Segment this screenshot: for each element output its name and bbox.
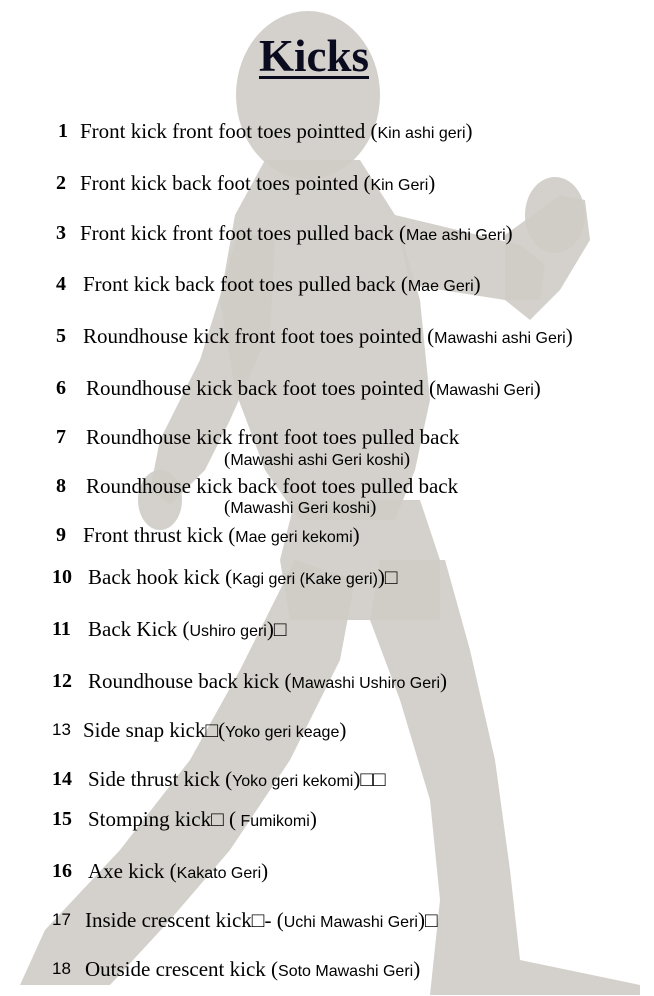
kick-japanese-name: Mawashi ashi Geri (434, 330, 566, 347)
kick-japanese-name: Uchi Mawashi Geri (283, 914, 418, 931)
kick-item (0, 323, 654, 349)
kick-english-name: Roundhouse back kick (88, 669, 285, 693)
close-paren: ) (403, 449, 411, 470)
kick-item (0, 424, 654, 450)
kick-number: 13 (52, 720, 71, 739)
open-paren: ( (363, 171, 371, 195)
open-paren: ( (427, 324, 435, 348)
kick-english-name: Inside crescent kick□- (85, 908, 277, 932)
kick-english-name: Roundhouse kick back foot toes pointed (86, 376, 429, 400)
kick-number: 16 (52, 860, 72, 882)
open-paren: ( (218, 718, 226, 742)
kick-item (0, 858, 654, 884)
kick-item (0, 473, 654, 499)
kick-item (0, 564, 654, 590)
kick-item (0, 616, 654, 642)
kick-english-name: Roundhouse kick front foot toes pulled back (86, 425, 460, 449)
kick-english-name: Side snap kick□ (83, 718, 219, 742)
close-paren: ) (505, 221, 513, 245)
open-paren: ( (271, 957, 279, 981)
kick-number: 11 (52, 618, 71, 640)
kick-item (0, 956, 654, 982)
kick-japanese-name: Mae ashi Geri (406, 227, 506, 244)
kick-japanese-name: Mae Geri (407, 278, 474, 295)
kick-item (0, 522, 654, 548)
kick-english-name: Back hook kick (88, 565, 226, 589)
kick-english-name: Axe kick (88, 859, 170, 883)
kick-japanese-name: Mawashi Geri koshi (230, 500, 370, 517)
kick-item (0, 668, 654, 694)
close-paren: )□ (266, 617, 287, 641)
kick-number: 3 (56, 222, 66, 244)
kick-english-name: Front kick front foot toes pulled back (80, 221, 400, 245)
close-paren: ) (440, 669, 448, 693)
kick-number: 8 (56, 475, 66, 497)
close-paren: ) (339, 718, 347, 742)
kick-number: 5 (56, 325, 66, 347)
open-paren: ( (284, 669, 292, 693)
kick-number: 12 (52, 670, 72, 692)
kick-english-name: Roundhouse kick front foot toes pointed (83, 324, 428, 348)
kick-item (0, 170, 654, 196)
kick-item (0, 717, 654, 743)
page-title: Kicks (258, 31, 370, 81)
kick-number: 6 (56, 377, 66, 399)
close-paren: ) (465, 119, 473, 143)
kick-english-name: Roundhouse kick back foot toes pulled back (86, 474, 459, 498)
open-paren: ( (400, 272, 408, 296)
open-paren: ( (399, 221, 407, 245)
kick-number: 15 (52, 808, 72, 830)
kick-japanese-name: Kin Geri (370, 177, 429, 194)
kick-number: 14 (52, 768, 72, 790)
kick-english-name: Back Kick (88, 617, 183, 641)
kick-japanese-name: Kagi geri (Kake geri) (232, 571, 378, 588)
open-paren: ( (229, 807, 237, 831)
kick-number: 18 (52, 959, 71, 978)
kick-item (0, 907, 654, 933)
kick-japanese-name: Yoko geri kekomi (232, 773, 354, 790)
open-paren: ( (182, 617, 190, 641)
open-paren: ( (228, 523, 236, 547)
kick-english-name: Front kick back foot toes pulled back (83, 272, 401, 296)
kick-english-name: Front thrust kick (83, 523, 229, 547)
kick-english-name: Front kick back foot toes pointed (80, 171, 364, 195)
close-paren: ) (473, 272, 481, 296)
close-paren: ) (261, 859, 269, 883)
kick-item (0, 118, 654, 144)
kick-japanese-name: Yoko geri keage (225, 724, 340, 741)
kick-japanese-name: Fumikomi (236, 813, 310, 830)
kick-english-name: Side thrust kick (88, 767, 226, 791)
close-paren: )□□ (353, 767, 386, 791)
kick-number: 17 (52, 910, 71, 929)
close-paren: ) (565, 324, 573, 348)
open-paren: ( (276, 908, 284, 932)
close-paren: )□ (377, 565, 398, 589)
open-paren: ( (224, 497, 231, 518)
kick-japanese-name: Kin ashi geri (377, 125, 466, 142)
kick-number: 7 (56, 426, 66, 448)
kick-item (0, 806, 654, 832)
kick-japanese-name: Mae geri kekomi (235, 529, 353, 546)
close-paren: ) (533, 376, 541, 400)
close-paren: ) (413, 957, 421, 981)
kick-japanese-name: Mawashi Ushiro Geri (291, 675, 441, 692)
close-paren: )□ (417, 908, 438, 932)
kick-japanese-name: Mawashi Geri (435, 382, 534, 399)
kick-item (0, 375, 654, 401)
kick-japanese-name: Soto Mawashi Geri (278, 963, 414, 980)
kick-japanese-name: Kakato Geri (176, 865, 262, 882)
kick-number: 10 (52, 566, 72, 588)
close-paren: ) (309, 807, 317, 831)
kick-item (0, 271, 654, 297)
kick-japanese-name: Mawashi ashi Geri koshi (230, 452, 404, 469)
kick-english-name: Front kick front foot toes pointted (80, 119, 371, 143)
open-paren: ( (225, 565, 233, 589)
kick-number: 1 (58, 120, 68, 142)
close-paren: ) (352, 523, 360, 547)
kick-english-name: Stomping kick□ (88, 807, 230, 831)
kick-japanese-name: Ushiro geri (189, 623, 267, 640)
kick-number: 9 (56, 524, 66, 546)
open-paren: ( (370, 119, 378, 143)
kick-english-name: Outside crescent kick (85, 957, 272, 981)
close-paren: ) (428, 171, 436, 195)
open-paren: ( (224, 449, 231, 470)
open-paren: ( (169, 859, 177, 883)
open-paren: ( (428, 376, 436, 400)
kick-number: 4 (56, 273, 66, 295)
kick-item (0, 220, 654, 246)
kick-number: 2 (56, 172, 66, 194)
open-paren: ( (225, 767, 233, 791)
kick-item (0, 766, 654, 792)
close-paren: ) (369, 497, 377, 518)
